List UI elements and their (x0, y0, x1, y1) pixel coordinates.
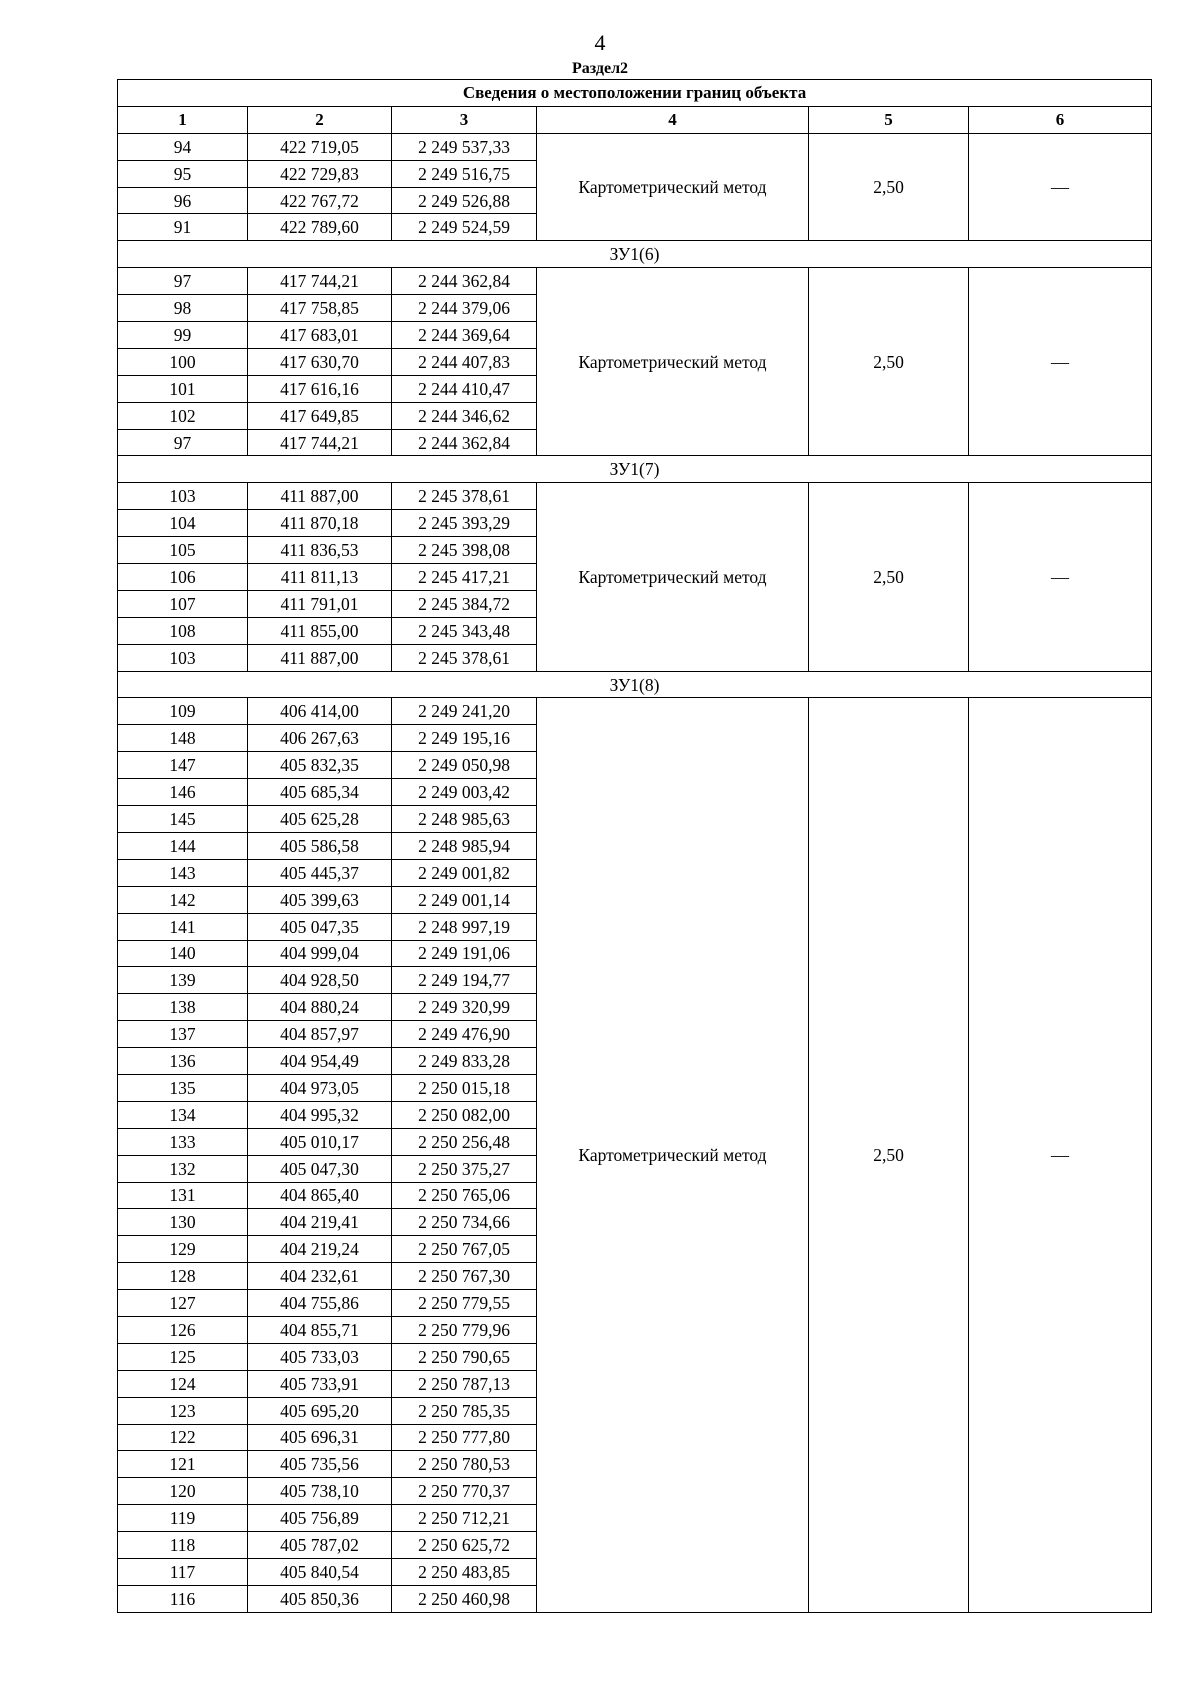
point-number-cell: 142 (118, 886, 248, 913)
x-coordinate-cell: 405 756,89 (248, 1505, 392, 1532)
y-coordinate-cell: 2 248 985,94 (392, 832, 537, 859)
x-coordinate-cell: 405 738,10 (248, 1478, 392, 1505)
point-number-cell: 121 (118, 1451, 248, 1478)
y-coordinate-cell: 2 244 362,84 (392, 429, 537, 456)
method-cell: Картометрический метод (537, 133, 809, 241)
method-cell: Картометрический метод (537, 483, 809, 671)
x-coordinate-cell: 405 735,56 (248, 1451, 392, 1478)
y-coordinate-cell: 2 249 537,33 (392, 133, 537, 160)
y-coordinate-cell: 2 250 734,66 (392, 1209, 537, 1236)
point-number-cell: 137 (118, 1021, 248, 1048)
x-coordinate-cell: 404 755,86 (248, 1290, 392, 1317)
x-coordinate-cell: 404 995,32 (248, 1101, 392, 1128)
point-number-cell: 125 (118, 1343, 248, 1370)
x-coordinate-cell: 417 758,85 (248, 295, 392, 322)
point-number-cell: 135 (118, 1074, 248, 1101)
note-cell: — (969, 483, 1152, 671)
x-coordinate-cell: 417 744,21 (248, 429, 392, 456)
x-coordinate-cell: 404 857,97 (248, 1021, 392, 1048)
table-row (118, 268, 1152, 295)
point-number-cell: 130 (118, 1209, 248, 1236)
y-coordinate-cell: 2 249 001,82 (392, 859, 537, 886)
x-coordinate-cell: 404 232,61 (248, 1263, 392, 1290)
table-row (118, 483, 1152, 510)
y-coordinate-cell: 2 249 476,90 (392, 1021, 537, 1048)
x-coordinate-cell: 404 219,24 (248, 1236, 392, 1263)
y-coordinate-cell: 2 245 417,21 (392, 564, 537, 591)
x-coordinate-cell: 411 887,00 (248, 483, 392, 510)
x-coordinate-cell: 405 685,34 (248, 779, 392, 806)
column-header: 2 (248, 106, 392, 133)
x-coordinate-cell: 404 973,05 (248, 1074, 392, 1101)
table-row (118, 133, 1152, 160)
point-number-cell: 132 (118, 1155, 248, 1182)
y-coordinate-cell: 2 250 779,55 (392, 1290, 537, 1317)
point-number-cell: 100 (118, 348, 248, 375)
point-number-cell: 120 (118, 1478, 248, 1505)
y-coordinate-cell: 2 245 384,72 (392, 590, 537, 617)
x-coordinate-cell: 411 887,00 (248, 644, 392, 671)
x-coordinate-cell: 422 729,83 (248, 160, 392, 187)
point-number-cell: 103 (118, 644, 248, 671)
y-coordinate-cell: 2 249 194,77 (392, 967, 537, 994)
table-title-row (118, 80, 1152, 107)
point-number-cell: 105 (118, 537, 248, 564)
point-number-cell: 122 (118, 1424, 248, 1451)
x-coordinate-cell: 404 880,24 (248, 994, 392, 1021)
point-number-cell: 103 (118, 483, 248, 510)
point-number-cell: 119 (118, 1505, 248, 1532)
x-coordinate-cell: 406 267,63 (248, 725, 392, 752)
x-coordinate-cell: 405 733,03 (248, 1343, 392, 1370)
x-coordinate-cell: 422 719,05 (248, 133, 392, 160)
point-number-cell: 101 (118, 375, 248, 402)
y-coordinate-cell: 2 249 050,98 (392, 752, 537, 779)
y-coordinate-cell: 2 245 343,48 (392, 617, 537, 644)
x-coordinate-cell: 417 649,85 (248, 402, 392, 429)
point-number-cell: 145 (118, 806, 248, 833)
point-number-cell: 136 (118, 1048, 248, 1075)
column-header: 5 (809, 106, 969, 133)
y-coordinate-cell: 2 250 787,13 (392, 1370, 537, 1397)
accuracy-cell: 2,50 (809, 483, 969, 671)
point-number-cell: 116 (118, 1585, 248, 1612)
x-coordinate-cell: 404 928,50 (248, 967, 392, 994)
y-coordinate-cell: 2 250 082,00 (392, 1101, 537, 1128)
point-number-cell: 102 (118, 402, 248, 429)
x-coordinate-cell: 405 840,54 (248, 1558, 392, 1585)
y-coordinate-cell: 2 250 790,65 (392, 1343, 537, 1370)
group-row (118, 456, 1152, 483)
x-coordinate-cell: 411 791,01 (248, 590, 392, 617)
point-number-cell: 95 (118, 160, 248, 187)
point-number-cell: 127 (118, 1290, 248, 1317)
y-coordinate-cell: 2 250 483,85 (392, 1558, 537, 1585)
note-cell: — (969, 268, 1152, 456)
point-number-cell: 118 (118, 1532, 248, 1559)
point-number-cell: 134 (118, 1101, 248, 1128)
boundary-coordinates-table (117, 79, 1152, 1613)
x-coordinate-cell: 417 616,16 (248, 375, 392, 402)
y-coordinate-cell: 2 250 767,05 (392, 1236, 537, 1263)
y-coordinate-cell: 2 250 785,35 (392, 1397, 537, 1424)
method-cell: Картометрический метод (537, 268, 809, 456)
y-coordinate-cell: 2 245 393,29 (392, 510, 537, 537)
point-number-cell: 123 (118, 1397, 248, 1424)
x-coordinate-cell: 411 836,53 (248, 537, 392, 564)
y-coordinate-cell: 2 249 001,14 (392, 886, 537, 913)
accuracy-cell: 2,50 (809, 268, 969, 456)
point-number-cell: 140 (118, 940, 248, 967)
y-coordinate-cell: 2 245 378,61 (392, 483, 537, 510)
point-number-cell: 141 (118, 913, 248, 940)
y-coordinate-cell: 2 250 375,27 (392, 1155, 537, 1182)
y-coordinate-cell: 2 250 770,37 (392, 1478, 537, 1505)
y-coordinate-cell: 2 250 712,21 (392, 1505, 537, 1532)
x-coordinate-cell: 406 414,00 (248, 698, 392, 725)
x-coordinate-cell: 404 219,41 (248, 1209, 392, 1236)
x-coordinate-cell: 411 870,18 (248, 510, 392, 537)
y-coordinate-cell: 2 244 346,62 (392, 402, 537, 429)
note-cell: — (969, 133, 1152, 241)
point-number-cell: 109 (118, 698, 248, 725)
x-coordinate-cell: 405 695,20 (248, 1397, 392, 1424)
point-number-cell: 98 (118, 295, 248, 322)
y-coordinate-cell: 2 250 777,80 (392, 1424, 537, 1451)
y-coordinate-cell: 2 245 378,61 (392, 644, 537, 671)
y-coordinate-cell: 2 244 407,83 (392, 348, 537, 375)
y-coordinate-cell: 2 249 320,99 (392, 994, 537, 1021)
table-row (118, 698, 1152, 725)
x-coordinate-cell: 405 586,58 (248, 832, 392, 859)
x-coordinate-cell: 405 445,37 (248, 859, 392, 886)
x-coordinate-cell: 411 811,13 (248, 564, 392, 591)
point-number-cell: 138 (118, 994, 248, 1021)
point-number-cell: 144 (118, 832, 248, 859)
page-number: 4 (594, 30, 606, 55)
y-coordinate-cell: 2 245 398,08 (392, 537, 537, 564)
y-coordinate-cell: 2 249 516,75 (392, 160, 537, 187)
point-number-cell: 131 (118, 1182, 248, 1209)
y-coordinate-cell: 2 249 195,16 (392, 725, 537, 752)
column-header: 3 (392, 106, 537, 133)
y-coordinate-cell: 2 250 779,96 (392, 1316, 537, 1343)
x-coordinate-cell: 404 999,04 (248, 940, 392, 967)
method-cell: Картометрический метод (537, 698, 809, 1612)
point-number-cell: 147 (118, 752, 248, 779)
x-coordinate-cell: 405 399,63 (248, 886, 392, 913)
y-coordinate-cell: 2 249 526,88 (392, 187, 537, 214)
x-coordinate-cell: 417 630,70 (248, 348, 392, 375)
y-coordinate-cell: 2 244 379,06 (392, 295, 537, 322)
x-coordinate-cell: 411 855,00 (248, 617, 392, 644)
point-number-cell: 97 (118, 268, 248, 295)
y-coordinate-cell: 2 250 767,30 (392, 1263, 537, 1290)
point-number-cell: 133 (118, 1128, 248, 1155)
x-coordinate-cell: 404 865,40 (248, 1182, 392, 1209)
x-coordinate-cell: 404 954,49 (248, 1048, 392, 1075)
section-label: Раздел2 (571, 60, 629, 77)
x-coordinate-cell: 405 625,28 (248, 806, 392, 833)
y-coordinate-cell: 2 250 625,72 (392, 1532, 537, 1559)
y-coordinate-cell: 2 244 410,47 (392, 375, 537, 402)
x-coordinate-cell: 422 789,60 (248, 214, 392, 241)
y-coordinate-cell: 2 250 460,98 (392, 1585, 537, 1612)
y-coordinate-cell: 2 249 003,42 (392, 779, 537, 806)
group-row (118, 671, 1152, 698)
y-coordinate-cell: 2 248 985,63 (392, 806, 537, 833)
y-coordinate-cell: 2 249 241,20 (392, 698, 537, 725)
point-number-cell: 124 (118, 1370, 248, 1397)
point-number-cell: 107 (118, 590, 248, 617)
point-number-cell: 128 (118, 1263, 248, 1290)
note-cell: — (969, 698, 1152, 1612)
column-header: 4 (537, 106, 809, 133)
x-coordinate-cell: 422 767,72 (248, 187, 392, 214)
point-number-cell: 146 (118, 779, 248, 806)
column-header: 6 (969, 106, 1152, 133)
x-coordinate-cell: 405 696,31 (248, 1424, 392, 1451)
y-coordinate-cell: 2 250 780,53 (392, 1451, 537, 1478)
y-coordinate-cell: 2 249 524,59 (392, 214, 537, 241)
accuracy-cell: 2,50 (809, 698, 969, 1612)
accuracy-cell: 2,50 (809, 133, 969, 241)
point-number-cell: 139 (118, 967, 248, 994)
land-plot-label: ЗУ1(8) (118, 671, 1152, 698)
x-coordinate-cell: 405 850,36 (248, 1585, 392, 1612)
point-number-cell: 97 (118, 429, 248, 456)
x-coordinate-cell: 404 855,71 (248, 1316, 392, 1343)
table-body (118, 133, 1152, 1612)
y-coordinate-cell: 2 250 256,48 (392, 1128, 537, 1155)
x-coordinate-cell: 405 832,35 (248, 752, 392, 779)
y-coordinate-cell: 2 249 191,06 (392, 940, 537, 967)
group-row (118, 241, 1152, 268)
y-coordinate-cell: 2 250 015,18 (392, 1074, 537, 1101)
x-coordinate-cell: 417 683,01 (248, 322, 392, 349)
point-number-cell: 96 (118, 187, 248, 214)
point-number-cell: 117 (118, 1558, 248, 1585)
point-number-cell: 99 (118, 322, 248, 349)
y-coordinate-cell: 2 244 369,64 (392, 322, 537, 349)
point-number-cell: 143 (118, 859, 248, 886)
point-number-cell: 106 (118, 564, 248, 591)
x-coordinate-cell: 405 733,91 (248, 1370, 392, 1397)
point-number-cell: 148 (118, 725, 248, 752)
point-number-cell: 126 (118, 1316, 248, 1343)
x-coordinate-cell: 405 010,17 (248, 1128, 392, 1155)
x-coordinate-cell: 405 047,30 (248, 1155, 392, 1182)
y-coordinate-cell: 2 248 997,19 (392, 913, 537, 940)
point-number-cell: 104 (118, 510, 248, 537)
land-plot-label: ЗУ1(7) (118, 456, 1152, 483)
y-coordinate-cell: 2 250 765,06 (392, 1182, 537, 1209)
y-coordinate-cell: 2 244 362,84 (392, 268, 537, 295)
point-number-cell: 108 (118, 617, 248, 644)
land-plot-label: ЗУ1(6) (118, 241, 1152, 268)
column-header-row (118, 106, 1152, 133)
x-coordinate-cell: 405 787,02 (248, 1532, 392, 1559)
point-number-cell: 91 (118, 214, 248, 241)
x-coordinate-cell: 405 047,35 (248, 913, 392, 940)
column-header: 1 (118, 106, 248, 133)
x-coordinate-cell: 417 744,21 (248, 268, 392, 295)
table-title: Сведения о местоположении границ объекта (118, 80, 1152, 107)
point-number-cell: 129 (118, 1236, 248, 1263)
y-coordinate-cell: 2 249 833,28 (392, 1048, 537, 1075)
point-number-cell: 94 (118, 133, 248, 160)
